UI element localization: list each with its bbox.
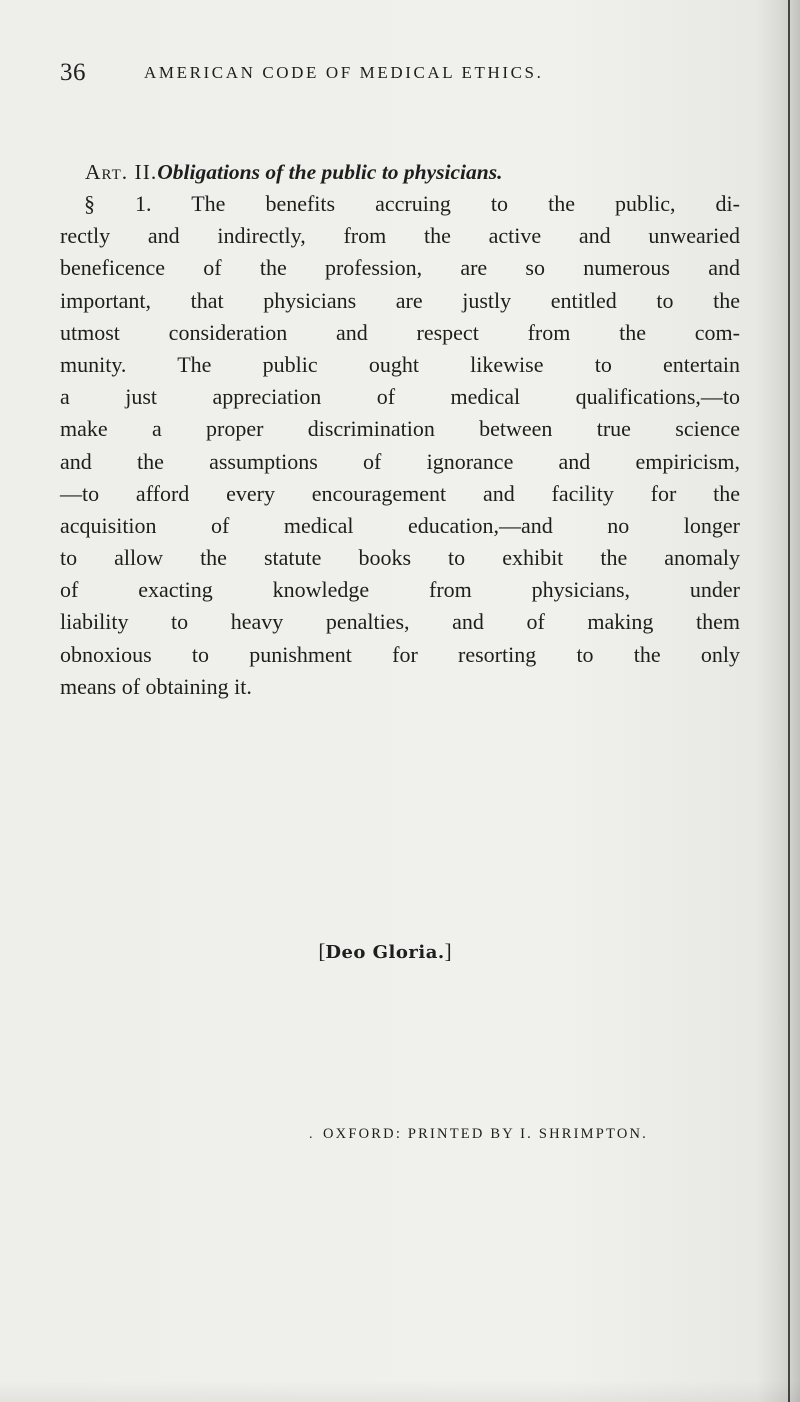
text-line: beneficence of the profession, are so numerous and [60, 255, 740, 281]
article-heading [85, 158, 735, 186]
text-line: § 1. The benefits accruing to the public, di- [84, 191, 740, 216]
article-title: Obligations of the public to physicians. [157, 160, 503, 184]
colophon-close-bracket: ] [444, 939, 452, 963]
text-line: rectly and indirectly, from the active and unwearied [60, 223, 740, 249]
article-label: Art. II. [85, 160, 158, 184]
page-edge-line [788, 0, 790, 1402]
text-line-last: means of obtaining it. [60, 673, 252, 699]
page-number: 36 [60, 59, 86, 86]
colophon-open-bracket: [ [318, 939, 326, 963]
text-line: important, that physicians are justly entitled to the [60, 287, 740, 313]
colophon-text: Deo Gloria. [325, 942, 445, 963]
text-line: of exacting knowledge from physicians, under [60, 577, 740, 603]
text-line: make a proper discrimination between true science [60, 416, 740, 442]
text-line: to allow the statute books to exhibit the anomaly [60, 545, 740, 571]
text-line: obnoxious to punishment for resorting to the only [60, 641, 740, 667]
printer-bullet: . [309, 1127, 313, 1142]
text-line: utmost consideration and respect from the com- [60, 319, 740, 345]
running-head [60, 56, 750, 90]
running-head-title: AMERICAN CODE OF MEDICAL ETHICS. [144, 63, 544, 82]
text-line: munity. The public ought likewise to entertain [60, 351, 740, 377]
section-body [60, 188, 740, 703]
text-line: a just appreciation of medical qualifications,—to [60, 384, 740, 410]
text-line: —to afford every encouragement and facility for the [60, 480, 740, 506]
page-edge-shadow [756, 0, 800, 1402]
text-line: and the assumptions of ignorance and empiricism, [60, 448, 740, 474]
text-line: acquisition of medical education,—and no longer [60, 512, 740, 538]
printer-imprint: OXFORD: PRINTED BY I. SHRIMPTON. [323, 1126, 648, 1142]
text-line: liability to heavy penalties, and of making them [60, 609, 740, 635]
page-bottom-shadow [0, 1380, 800, 1402]
colophon [0, 937, 770, 967]
